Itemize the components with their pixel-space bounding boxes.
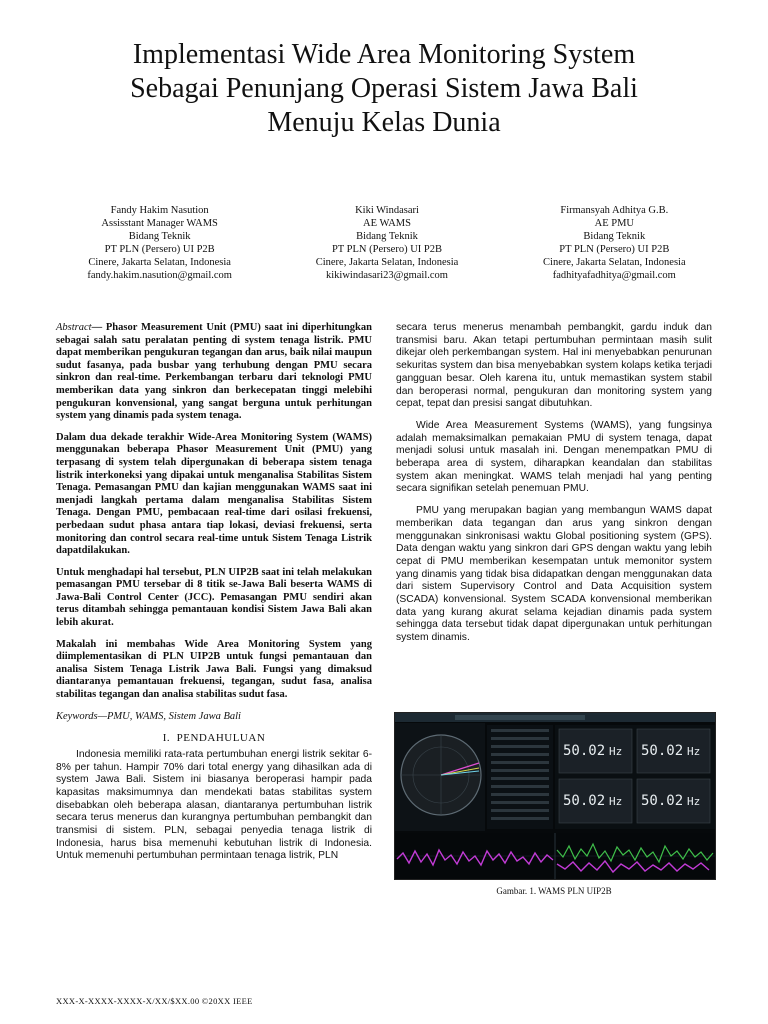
frequency-unit: Hz	[609, 795, 623, 808]
section-number: I.	[162, 732, 171, 745]
title-line-1: Implementasi Wide Area Monitoring System	[132, 39, 636, 70]
frequency-readout: 50.02	[563, 743, 606, 759]
left-column	[56, 322, 372, 872]
abstract-paragraph-1	[56, 322, 372, 423]
author-org: PT PLN (Persero) UI P2B	[559, 244, 670, 255]
author-dept: Bidang Teknik	[128, 231, 191, 242]
author-1	[46, 204, 273, 282]
wams-figure	[394, 712, 716, 880]
author-2	[273, 204, 500, 282]
footer-copyright: XXX-X-XXXX-XXXX-X/XX/$XX.00 ©20XX IEEE	[56, 996, 253, 1006]
title-line-2: Sebagai Penunjang Operasi Sistem Jawa Bali	[130, 73, 638, 104]
abstract-paragraph-3: Untuk menghadapi hal tersebut, PLN UIP2B saat ini telah melakukan pemasangan PMU tersebar di 8 titik se-Jawa Bali beserta WAMS di Jawa-Bali Control Center (JCC). Pemasangan PMU sendiri akan terus ditambah sehingga pemantauan kondisi Sistem Jawa Bali akan lebih akurat.	[56, 566, 372, 629]
figure-caption: Gambar. 1. WAMS PLN UIP2B	[496, 886, 612, 896]
abstract-paragraph-4: Makalah ini membahas Wide Area Monitoring System yang diimplementasikan di PLN UIP2B untuk fungsi pemantauan dan analisa Sistem Tenaga Listrik Jawa Bali. Fungsi yang dimaksud diantaranya pemantauan frekuensi, tegangan, sudut fasa, analisa stabilitas tegangan dan analisa stabilitas sudut fasa.	[56, 638, 372, 701]
author-name: Firmansyah Adhitya G.B.	[560, 205, 669, 216]
wams-screenshot	[395, 713, 715, 879]
frequency-readout: 50.02	[563, 793, 606, 809]
abstract-label: Abstract	[56, 322, 92, 333]
author-location: Cinere, Jakarta Selatan, Indonesia	[315, 257, 459, 268]
author-dept: Bidang Teknik	[583, 231, 646, 242]
right-column	[396, 322, 712, 654]
frequency-unit: Hz	[687, 745, 701, 758]
author-name: Fandy Hakim Nasution	[110, 205, 209, 216]
title-line-3: Menuju Kelas Dunia	[267, 107, 501, 138]
section-heading	[56, 732, 372, 745]
author-org: PT PLN (Persero) UI P2B	[104, 244, 215, 255]
author-email: kikiwindasari23@gmail.com	[326, 270, 448, 281]
frequency-readout: 50.02	[641, 793, 684, 809]
frequency-readout: 50.02	[641, 743, 684, 759]
author-email: fadhityafadhitya@gmail.com	[552, 270, 676, 281]
author-location: Cinere, Jakarta Selatan, Indonesia	[543, 257, 686, 268]
abstract-text-1: — Phasor Measurement Unit (PMU) saat ini diperhitungkan sebagai salah satu peralatan penting di system tenaga listrik. PMU dapat memberikan pengukuran tegangan dan arus, baik nilai maupun sudut fasanya, pada busbar yang terhubung dengan PMU secara sinkron dan real-time. Perkembangan terbaru dari teknologi PMU memberikan data yang sinkron dan berkecepatan tinggi melebihi pengukuran konvensional, yang sangat berguna untuk perhitungan system yang dinamis pada system tenaga.	[56, 322, 372, 422]
author-location: Cinere, Jakarta Selatan, Indonesia	[88, 257, 231, 268]
author-role: AE WAMS	[363, 218, 411, 229]
frequency-unit: Hz	[609, 745, 623, 758]
intro-paragraph-1: Indonesia memiliki rata-rata pertumbuhan energi listrik sekitar 6-8% per tahun. Hampir 70% dari total energy yang dihasilkan ada di system Jawa Bali. Sistem ini biasanya beroperasi hampir pada kapasitas maksimumnya dan mendekati batas stabilitas system disebabkan oleh beberapa alasan, diantaranya pertumbuhan listrik secara terus menerus dan kurangnya pertumbuhan pembangkit dan transmisi di sistem. PLN, sebagai penyedia tenaga listrik di Indonesia, harus bisa memenuhi kebutuhan listrik di Indonesia. Untuk memenuhi pertumbuhan permintaan tenaga listrik, PLN	[56, 748, 372, 862]
author-org: PT PLN (Persero) UI P2B	[331, 244, 443, 255]
intro-paragraph-2: secara terus menerus menambah pembangkit, gardu induk dan transmisi baru. Akan tetapi pertumbuhan permintaan masih sulit dikejar oleh perkembangan system. Hal ini menyebabkan penurunan sekuritas system dan bisa menyebabkan system kolaps ketika terjadi gangguan besar. Oleh karena itu, untuk memastikan system stabil dan beroperasi normal, pengukuran dan monitoring system yang cepat, tepat dan presisi sangat dibutuhkan.	[396, 322, 712, 410]
intro-paragraph-3: Wide Area Measurement Systems (WAMS), yang fungsinya adalah memaksimalkan pemakaian PMU di system tenaga, dapat menjadi solusi untuk masalah ini. Dengan menempatkan PMU di beberapa area di system, diharapkan keandalan dan stabilitas system akan meningkat. WAMS telah menjadi hal yang penting secara signifikan setelah penemuan PMU.	[396, 419, 712, 495]
section-title: PENDAHULUAN	[176, 732, 266, 745]
frequency-unit: Hz	[687, 795, 701, 808]
author-3	[501, 204, 728, 282]
author-role: AE PMU	[594, 218, 635, 229]
author-dept: Bidang Teknik	[356, 231, 418, 242]
author-role: Assisstant Manager WAMS	[101, 218, 218, 229]
abstract-paragraph-2: Dalam dua dekade terakhir Wide-Area Monitoring System (WAMS) menggunakan beberapa Phasor Measurement Unit (PMU) yang terpasang di system telah dipergunakan di beberapa sistem tenaga listrik interkoneksi yang dipakai untuk menganalisa Stabilitas Sistem Tenaga. Pemasangan PMU dan kajian menggunakan WAMS saat ini menjadi langkah pertama dalam menganalisa Stabilitas Sistem Tenaga. Dengan PMU, pembacaan real-time dari osilasi frekuensi, perbedaan sudut phasa antara tiap lokasi, deviasi frekuensi, serta monitoring dan control secara real-time untuk Sistem Tenaga Listrik dapatdilakukan.	[56, 431, 372, 557]
author-email: fandy.hakim.nasution@gmail.com	[87, 270, 232, 281]
author-block	[46, 204, 728, 282]
keywords-label: Keywords	[56, 710, 98, 722]
keywords	[56, 711, 372, 724]
intro-paragraph-4: PMU yang merupakan bagian yang membangun WAMS dapat memberikan data tegangan dan arus yang sinkron dengan menggunakan sinkronisasi waktu Global positioning system (GPS). Data dengan waktu yang sinkron dari GPS dengan waktu yang lebih cepat di PMU memberikan kesempatan untuk memonitor system yang dinamis yang tidak bisa didapatkan dengan menggunakan data dari sistem Supervisory Control and Data Acquisition system (SCADA) konvensional. System SCADA konvensional memberikan data yang kurang akurat selama kejadian dinamis pada system sehingga data tersebut tidak dapat dipergunakan untuk perhitungan system dinamis.	[396, 505, 712, 644]
paper-title	[40, 38, 728, 140]
author-name: Kiki Windasari	[355, 205, 419, 216]
keywords-text: —PMU, WAMS, Sistem Jawa Bali	[97, 710, 241, 722]
